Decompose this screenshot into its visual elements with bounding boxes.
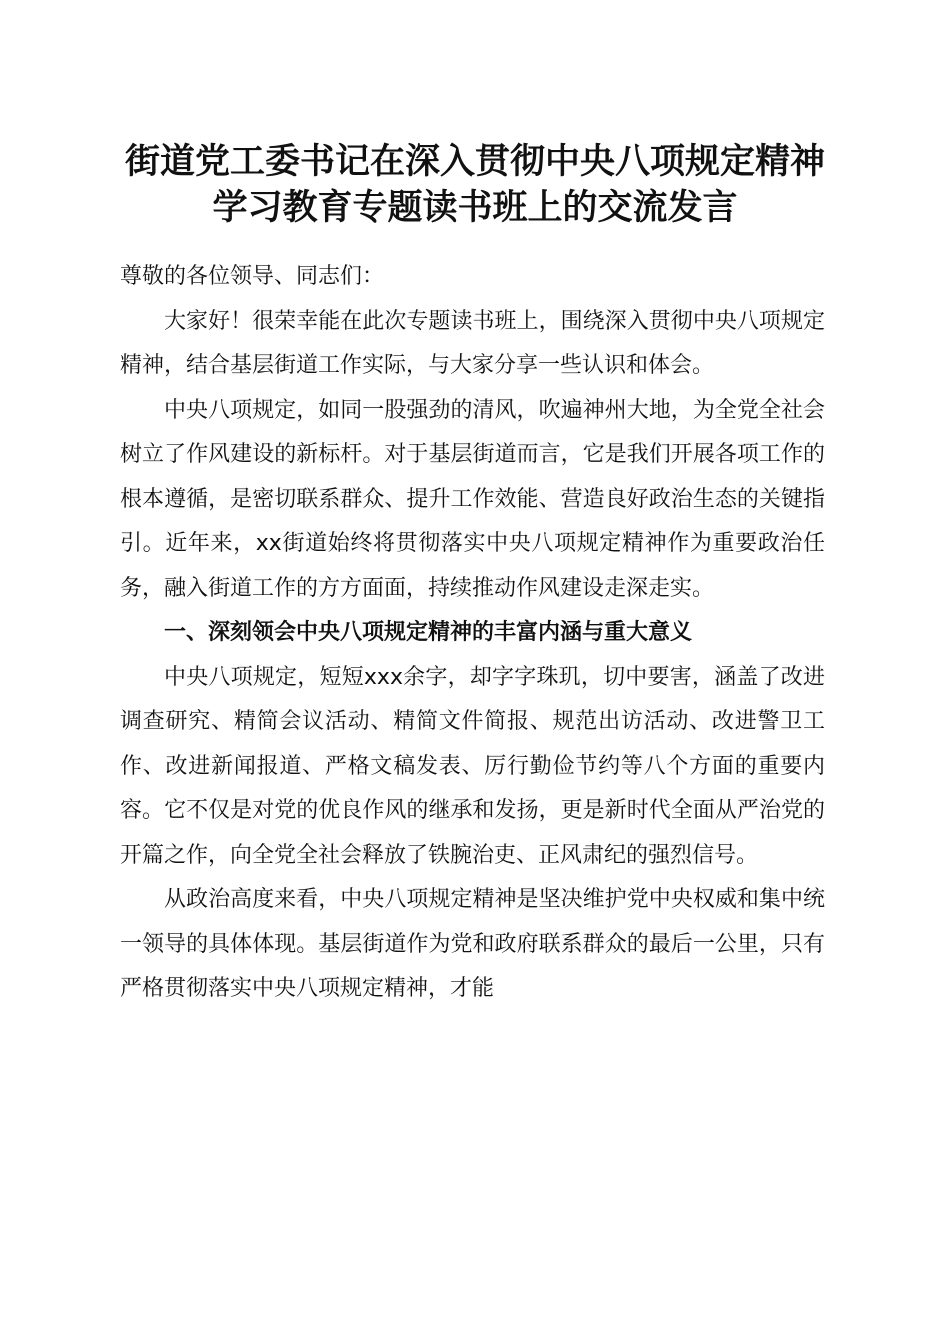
paragraph-greeting: 大家好！很荣幸能在此次专题读书班上，围绕深入贯彻中央八项规定精神，结合基层街道工作实际，与大家分享一些认识和体会。 (120, 308, 825, 378)
section-heading-1: 一、深刻领会中央八项规定精神的丰富内涵与重大意义 (164, 620, 693, 645)
paragraph-intro: 中央八项规定，如同一股强劲的清风，吹遍神州大地，为全党全社会树立了作风建设的新标杆。对于基层街道而言，它是我们开展各项工作的根本遵循，是密切联系群众、提升工作效能、营造良好政治生态的关键指引。近年来，xx街道始终将贯彻落实中央八项规定精神作为重要政治任务，融入街道工作的方方面面，持续推动作风建设走深走实。 (120, 397, 825, 601)
paragraph-section1-1: 中央八项规定，短短xxx余字，却字字珠玑，切中要害，涵盖了改进调查研究、精简会议活动、精简文件简报、规范出访活动、改进警卫工作、改进新闻报道、严格文稿发表、厉行勤俭节约等八个方面的重要内容。它不仅是对党的优良作风的继承和发扬，更是新时代全面从严治党的开篇之作，向全党全社会释放了铁腕治吏、正风肃纪的强烈信号。 (120, 664, 825, 868)
salutation: 尊敬的各位领导、同志们： (120, 264, 385, 289)
paragraph-section1-2: 从政治高度来看，中央八项规定精神是坚决维护党中央权威和集中统一领导的具体体现。基层街道作为党和政府联系群众的最后一公里，只有严格贯彻落实中央八项规定精神，才能 (120, 887, 825, 1001)
document-title-line-1: 街道党工委书记在深入贯彻中央八项规定精神 (124, 141, 825, 182)
document-body (120, 255, 825, 1012)
document-title-line-2: 学习教育专题读书班上的交流发言 (212, 187, 738, 228)
